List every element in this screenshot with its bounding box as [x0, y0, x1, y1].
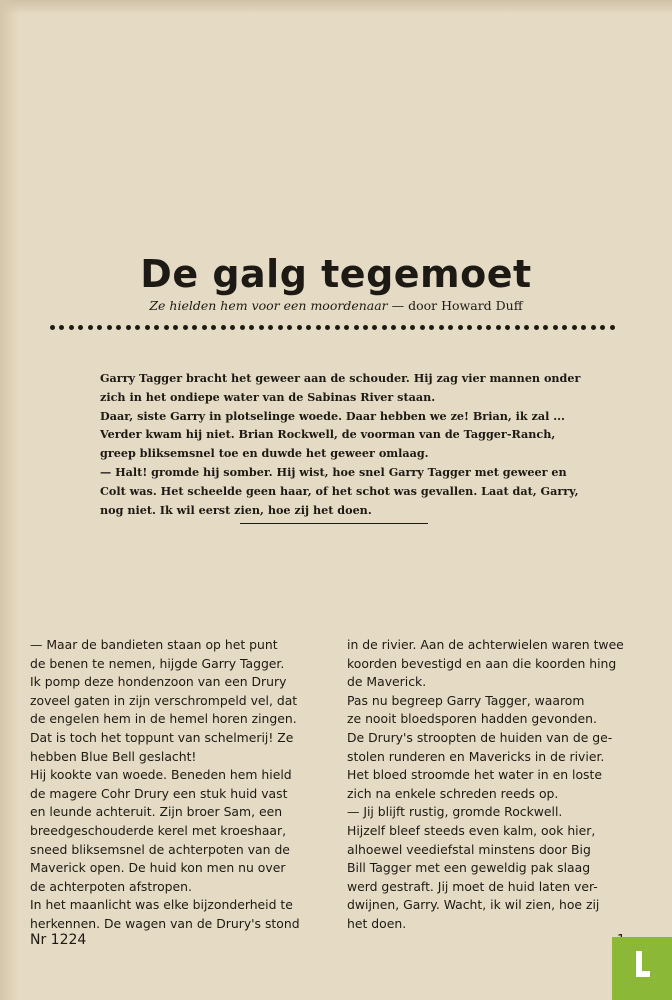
page-left-shadow [0, 0, 18, 1000]
body-line: de engelen hem in de hemel horen zingen. [30, 711, 297, 727]
divider-dot [439, 325, 444, 330]
divider-dot [154, 325, 159, 330]
lastdodo-logo-icon [612, 937, 672, 1000]
body-line: de benen te nemen, hijgde Garry Tagger. [30, 655, 285, 671]
body-line: hebben Blue Bell geslacht! [30, 748, 197, 764]
body-line: en leunde achteruit. Zijn broer Sam, een [30, 804, 283, 820]
divider-dot [173, 325, 178, 330]
intro-line: zich in het ondiepe water van de Sabinas River staan. [100, 389, 436, 404]
intro-line: greep bliksemsnel toe en duwde het geweer omlaag. [100, 446, 429, 461]
intro-line: — Halt! gromde hij somber. Hij wist, hoe snel Garry Tagger met geweer en [100, 464, 567, 479]
body-column-left [30, 636, 315, 934]
divider-dot [107, 325, 112, 330]
divider-dot [515, 325, 520, 330]
divider-dot [268, 325, 273, 330]
article-title: De galg tegemoet [140, 252, 532, 296]
intro-line: Daar, siste Garry in plotselinge woede. Daar hebben we ze! Brian, ik zal ... [100, 408, 565, 423]
body-line: Ik pomp deze hondenzoon van een Drury [30, 674, 287, 690]
divider-dot [562, 325, 567, 330]
divider-dot [240, 325, 245, 330]
body-line: Bill Tagger met een geweldig pak slaag [347, 860, 591, 876]
divider-dot [287, 325, 292, 330]
logo-l-mark [636, 951, 650, 977]
divider-dot [600, 325, 605, 330]
intro-line: Verder kwam hij niet. Brian Rockwell, de voorman van de Tagger-Ranch, [100, 427, 556, 442]
intro-line: Garry Tagger bracht het geweer aan de schouder. Hij zag vier mannen onder [100, 371, 581, 385]
body-line: dwijnen, Garry. Wacht, ik wil zien, hoe zij [347, 897, 600, 913]
body-line: de Maverick. [347, 674, 427, 690]
divider-dot [59, 325, 64, 330]
body-line: alhoewel veediefstal minstens door Big [347, 841, 591, 857]
divider-dot [354, 325, 359, 330]
divider-dot [543, 325, 548, 330]
divider-dot [610, 325, 615, 330]
divider-dot [211, 325, 216, 330]
body-line: ze nooit bloedsporen hadden gevonden. [347, 711, 597, 727]
divider-dot [344, 325, 349, 330]
body-line: Hij kookte van woede. Beneden hem hield [30, 767, 292, 783]
intro-paragraph [100, 369, 581, 519]
divider-dot [126, 325, 131, 330]
body-line: In het maanlicht was elke bijzonderheid te [30, 897, 293, 913]
body-column-right [347, 636, 632, 934]
divider-dot [183, 325, 188, 330]
divider-dot [534, 325, 539, 330]
divider-dot [116, 325, 121, 330]
subtitle-byline: — door Howard Duff [387, 298, 523, 313]
dotted-divider [50, 320, 615, 334]
body-line: zoveel gaten in zijn verschrompeld vel, dat [30, 692, 298, 708]
divider-dot [420, 325, 425, 330]
divider-dot [448, 325, 453, 330]
intro-line: Colt was. Het scheelde geen haar, of het schot was gevallen. Laat dat, Garry, [100, 483, 579, 498]
body-line: zich na enkele schreden reeds op. [347, 785, 559, 801]
divider-dot [192, 325, 197, 330]
divider-dot [335, 325, 340, 330]
divider-dot [316, 325, 321, 330]
divider-dot [429, 325, 434, 330]
divider-dot [486, 325, 491, 330]
body-line: werd gestraft. Jij moet de huid laten ver- [347, 878, 598, 894]
divider-dot [553, 325, 558, 330]
intro-line: nog niet. Ik wil eerst zien, hoe zij het doen. [100, 502, 372, 517]
divider-dot [297, 325, 302, 330]
article-subtitle [0, 298, 672, 313]
body-line: Het bloed stroomde het water in en loste [347, 767, 602, 783]
body-line: Pas nu begreep Garry Tagger, waarom [347, 692, 585, 708]
divider-dot [496, 325, 501, 330]
divider-dot [69, 325, 74, 330]
divider-dot [363, 325, 368, 330]
divider-dot [467, 325, 472, 330]
divider-dot [135, 325, 140, 330]
divider-dot [230, 325, 235, 330]
body-line: sneed bliksemsnel de achterpoten van de [30, 841, 290, 857]
divider-dot [202, 325, 207, 330]
divider-dot [581, 325, 586, 330]
divider-dot [410, 325, 415, 330]
divider-dot [88, 325, 93, 330]
body-line: in de rivier. Aan de achterwielen waren twee [347, 637, 624, 652]
divider-dot [325, 325, 330, 330]
body-line: Hijzelf bleef steeds even kalm, ook hier, [347, 822, 596, 838]
issue-number: Nr 1224 [30, 932, 87, 948]
body-line: stolen runderen en Mavericks in de rivier. [347, 748, 605, 764]
body-line: de achterpoten afstropen. [30, 878, 192, 894]
body-line: Dat is toch het toppunt van schelmerij! Ze [30, 729, 294, 745]
divider-dot [145, 325, 150, 330]
body-line: Maverick open. De huid kon men nu over [30, 860, 286, 876]
divider-dot [221, 325, 226, 330]
divider-dot [524, 325, 529, 330]
subtitle-tagline: Ze hielden hem voor een moordenaar [149, 298, 388, 313]
divider-dot [50, 325, 55, 330]
divider-dot [97, 325, 102, 330]
body-line: — Maar de bandieten staan op het punt [30, 637, 278, 652]
divider-dot [477, 325, 482, 330]
body-line: herkennen. De wagen van de Drury's stond [30, 915, 300, 931]
divider-dot [259, 325, 264, 330]
divider-dot [372, 325, 377, 330]
body-line: het doen. [347, 915, 407, 931]
divider-dot [278, 325, 283, 330]
body-line: breedgeschouderde kerel met kroeshaar, [30, 822, 287, 838]
divider-dot [164, 325, 169, 330]
divider-dot [391, 325, 396, 330]
body-line: De Drury's stroopten de huiden van de ge- [347, 729, 613, 745]
divider-dot [78, 325, 83, 330]
divider-dot [505, 325, 510, 330]
divider-dot [591, 325, 596, 330]
divider-dot [572, 325, 577, 330]
divider-dot [382, 325, 387, 330]
body-line: — Jij blijft rustig, gromde Rockwell. [347, 804, 563, 820]
body-line: koorden bevestigd en aan die koorden hing [347, 655, 617, 671]
divider-dot [306, 325, 311, 330]
body-line: de magere Cohr Drury een stuk huid vast [30, 785, 288, 801]
divider-dot [401, 325, 406, 330]
page-top-shadow [0, 0, 672, 14]
section-rule [240, 523, 428, 524]
divider-dot [249, 325, 254, 330]
divider-dot [458, 325, 463, 330]
